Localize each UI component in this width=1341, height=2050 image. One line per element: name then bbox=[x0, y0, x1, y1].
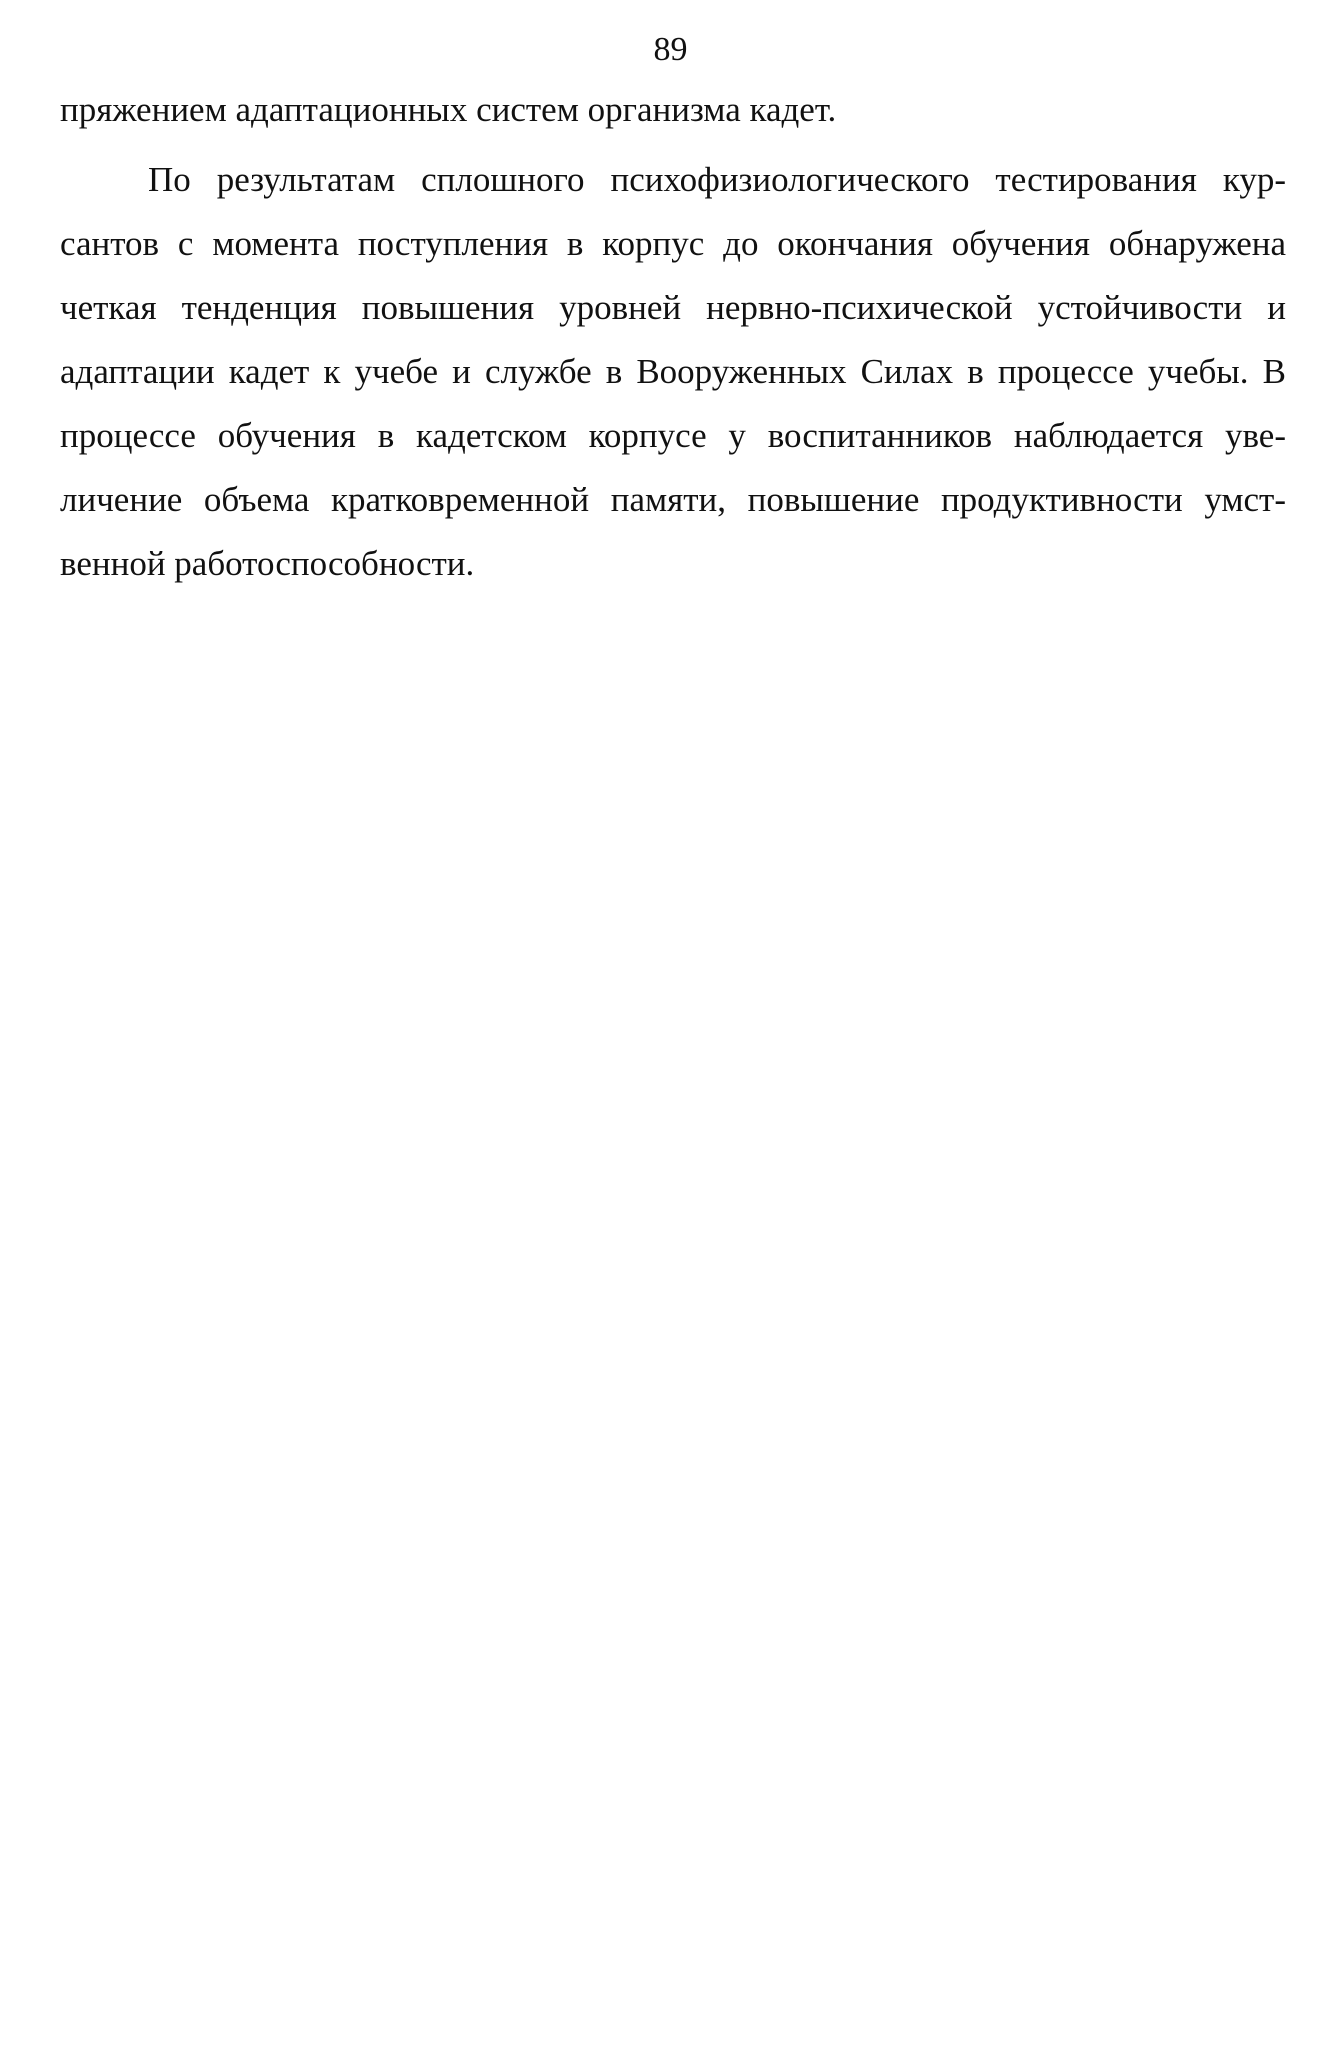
text-line-paragraph-end: венной работоспособности. bbox=[60, 544, 475, 583]
page-number: 89 bbox=[653, 31, 688, 68]
text-line: личение объема кратковременной памяти, повышение продуктивности умст- bbox=[60, 480, 1286, 519]
text-line: сантов с момента поступления в корпус до окончания обучения обнаружена bbox=[60, 224, 1286, 263]
body-text bbox=[60, 84, 1286, 602]
text-line-paragraph-start: По результатам сплошного психофизиологического тестирования кур- bbox=[148, 160, 1286, 199]
text-line: процессе обучения в кадетском корпусе у воспитанников наблюдается уве- bbox=[60, 416, 1286, 455]
text-line: адаптации кадет к учебе и службе в Вооруженных Силах в процессе учебы. В bbox=[60, 352, 1286, 391]
text-line: четкая тенденция повышения уровней нервно-психической устойчивости и bbox=[60, 288, 1286, 327]
text-line-continuation: пряжением адаптационных систем организма кадет. bbox=[60, 90, 837, 129]
